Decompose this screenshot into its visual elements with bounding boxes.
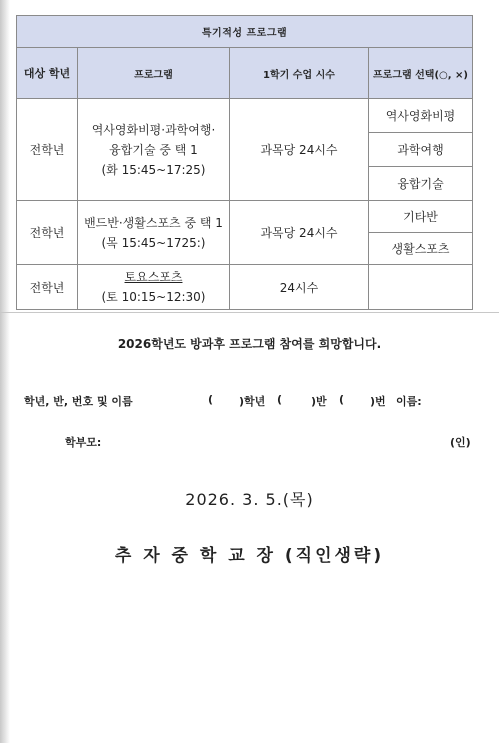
- grade-open-paren: (: [208, 393, 214, 406]
- parent-label[interactable]: 학부모:: [65, 436, 102, 449]
- option-life-sports[interactable]: 생활스포츠: [369, 233, 473, 265]
- row1-hours: 과목당 24시수: [230, 99, 369, 201]
- row3-program: [78, 265, 230, 310]
- row2-program-line1: 밴드반·생활스포츠 중 택 1: [84, 215, 223, 230]
- row1-program-line3: (화 15:45~17:25): [101, 162, 206, 177]
- row2-program: [78, 201, 230, 265]
- row3-grade: 전학년: [17, 265, 78, 310]
- option-saturday-sports[interactable]: [369, 265, 473, 310]
- row1-program-line1: 역사영화비평·과학여행·: [91, 122, 216, 137]
- grade-field[interactable]: )학년: [239, 395, 266, 408]
- class-open-paren: (: [277, 393, 283, 406]
- option-history-film-critique[interactable]: 역사영화비평: [369, 99, 473, 133]
- header-target-grade: 대상 학년: [17, 48, 78, 99]
- header-hours: 1학기 수업 시수: [230, 48, 369, 99]
- student-info-label: 학년, 반, 번호 및 이름: [24, 395, 133, 408]
- divider: [0, 312, 499, 313]
- row3-hours: 24시수: [230, 265, 369, 310]
- class-field[interactable]: )반: [311, 395, 327, 408]
- row1-program-line2: 융합기술 중 택 1: [109, 142, 198, 157]
- parent-seal: (인): [450, 436, 471, 449]
- participation-statement: 2026학년도 방과후 프로그램 참여를 희망합니다.: [117, 337, 382, 351]
- option-convergence-tech[interactable]: 융합기술: [369, 167, 473, 201]
- row2-hours: 과목당 24시수: [230, 201, 369, 265]
- header-choice: 프로그램 선택(○, ×): [369, 48, 473, 99]
- number-open-paren: (: [339, 393, 345, 406]
- scan-edge-shadow: [0, 0, 10, 743]
- table-title: 특기적성 프로그램: [17, 16, 473, 48]
- program-table: [16, 15, 473, 310]
- row1-program: [78, 99, 230, 201]
- header-program: 프로그램: [78, 48, 230, 99]
- option-science-travel[interactable]: 과학여행: [369, 133, 473, 167]
- row3-program-line1: 토요스포츠: [124, 270, 183, 284]
- name-field[interactable]: 이름:: [396, 395, 422, 408]
- document-date: 2026. 3. 5.(목): [185, 490, 314, 509]
- row2-program-line2: (목 15:45~1725:): [101, 235, 206, 250]
- principal-signature: 추 자 중 학 교 장 (직인생략): [114, 546, 385, 566]
- number-field[interactable]: )번: [370, 395, 386, 408]
- row2-grade: 전학년: [17, 201, 78, 265]
- option-guitar-class[interactable]: 기타반: [369, 201, 473, 233]
- row1-grade: 전학년: [17, 99, 78, 201]
- row3-program-line2: (토 10:15~12:30): [101, 290, 206, 304]
